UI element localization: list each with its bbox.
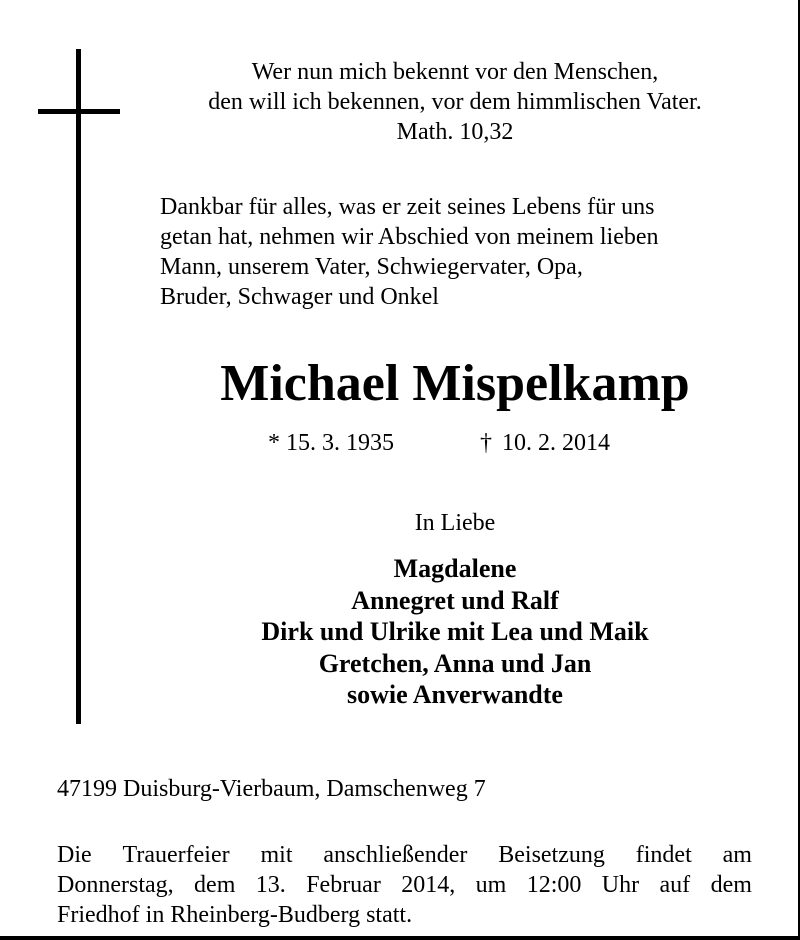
mourner-line: sowie Anverwandte [347,680,563,709]
funeral-line-3: Friedhof in Rheinberg-Budberg statt. [57,902,413,928]
intro-line-3: Mann, unserem Vater, Schwiegervater, Opa, [160,254,583,280]
funeral-info [57,840,752,930]
intro-text [160,192,760,312]
bible-verse [150,57,760,147]
cross-icon-vertical [76,49,81,724]
mourner-line: Dirk und Ulrike mit Lea und Maik [261,617,649,646]
mourner-line: Magdalene [393,554,517,583]
funeral-line-2: Donnerstag, dem 13. Februar 2014, um 12:00 Uhr auf dem [57,872,752,898]
verse-line-1: Wer nun mich bekennt vor den Menschen, [251,59,659,85]
death-date-group [480,428,610,458]
birth-date: * 15. 3. 1935 [268,430,394,456]
intro-line-1: Dankbar für alles, was er zeit seines Lebens für uns [160,194,655,220]
intro-line-2: getan hat, nehmen wir Abschied von meinem lieben [160,224,659,250]
funeral-line-1: Die Trauerfeier mit anschließender Beisetzung findet am [57,842,752,868]
mourners-list [150,553,760,711]
deceased-name: Michael Mispelkamp [220,355,690,412]
cross-icon-horizontal [38,109,120,114]
address: 47199 Duisburg-Vierbaum, Damschenweg 7 [57,776,486,802]
in-love-label: In Liebe [414,510,496,536]
intro-line-4: Bruder, Schwager und Onkel [160,284,439,310]
death-date: 10. 2. 2014 [502,430,610,456]
mourner-line: Annegret und Ralf [351,585,559,615]
dagger-icon: † [480,430,492,456]
mourner-line: Gretchen, Anna und Jan [318,648,592,678]
verse-reference: Math. 10,32 [396,119,514,145]
verse-line-2: den will ich bekennen, vor dem himmlischen Vater. [208,89,702,115]
